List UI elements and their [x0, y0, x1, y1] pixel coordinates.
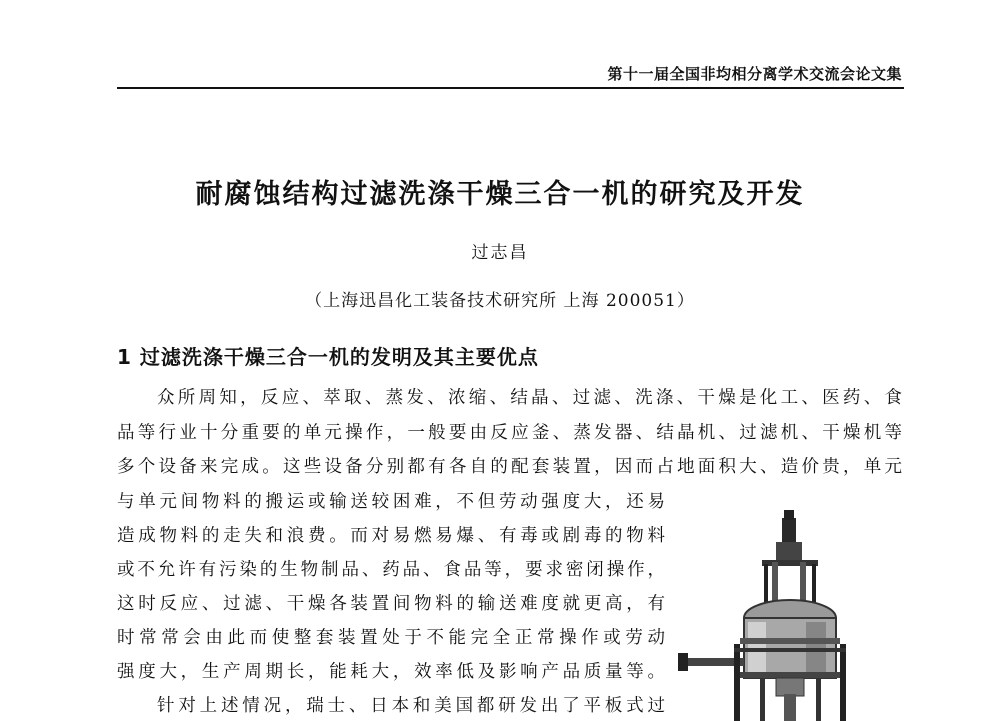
paragraph-line: 时常常会由此而使整套装置处于不能完全正常操作或劳动	[117, 628, 665, 648]
paragraph-line: 针对上述情况，瑞士、日本和美国都研发出了平板式过	[157, 696, 665, 716]
author: 过志昌	[471, 243, 529, 263]
paragraph-line: 或不允许有污染的生物制品、药品、食品等，要求密闭操作，	[117, 560, 665, 580]
paragraph-line: 品等行业十分重要的单元操作，一般要由反应釜、蒸发器、结晶机、过滤机、干燥机等	[117, 423, 902, 443]
paragraph-line: 与单元间物料的搬运或输送较困难，不但劳动强度大，还易	[117, 492, 665, 512]
paper-title: 耐腐蚀结构过滤洗涤干燥三合一机的研究及开发	[195, 179, 805, 210]
paragraph-line: 多个设备来完成。这些设备分别都有各自的配套装置，因而占地面积大、造价贵，单元	[117, 457, 902, 477]
paragraph-line: 众所周知，反应、萃取、蒸发、浓缩、结晶、过滤、洗涤、干燥是化工、医药、食	[157, 388, 902, 408]
paragraph-line: 强度大，生产周期长，能耗大，效率低及影响产品质量等。	[117, 662, 665, 682]
paragraph-line: 这时反应、过滤、干燥各装置间物料的输送难度就更高，有	[117, 594, 665, 614]
equipment-photo	[676, 498, 866, 721]
affiliation: （上海迅昌化工装备技术研究所 上海 200051）	[305, 291, 695, 311]
section-heading: 1 过滤洗涤干燥三合一机的发明及其主要优点	[117, 345, 539, 369]
header-rule	[117, 87, 904, 89]
paragraph-line: 造成物料的走失和浪费。而对易燃易爆、有毒或剧毒的物料	[117, 526, 665, 546]
running-header: 第十一届全国非均相分离学术交流会论文集	[607, 65, 902, 83]
